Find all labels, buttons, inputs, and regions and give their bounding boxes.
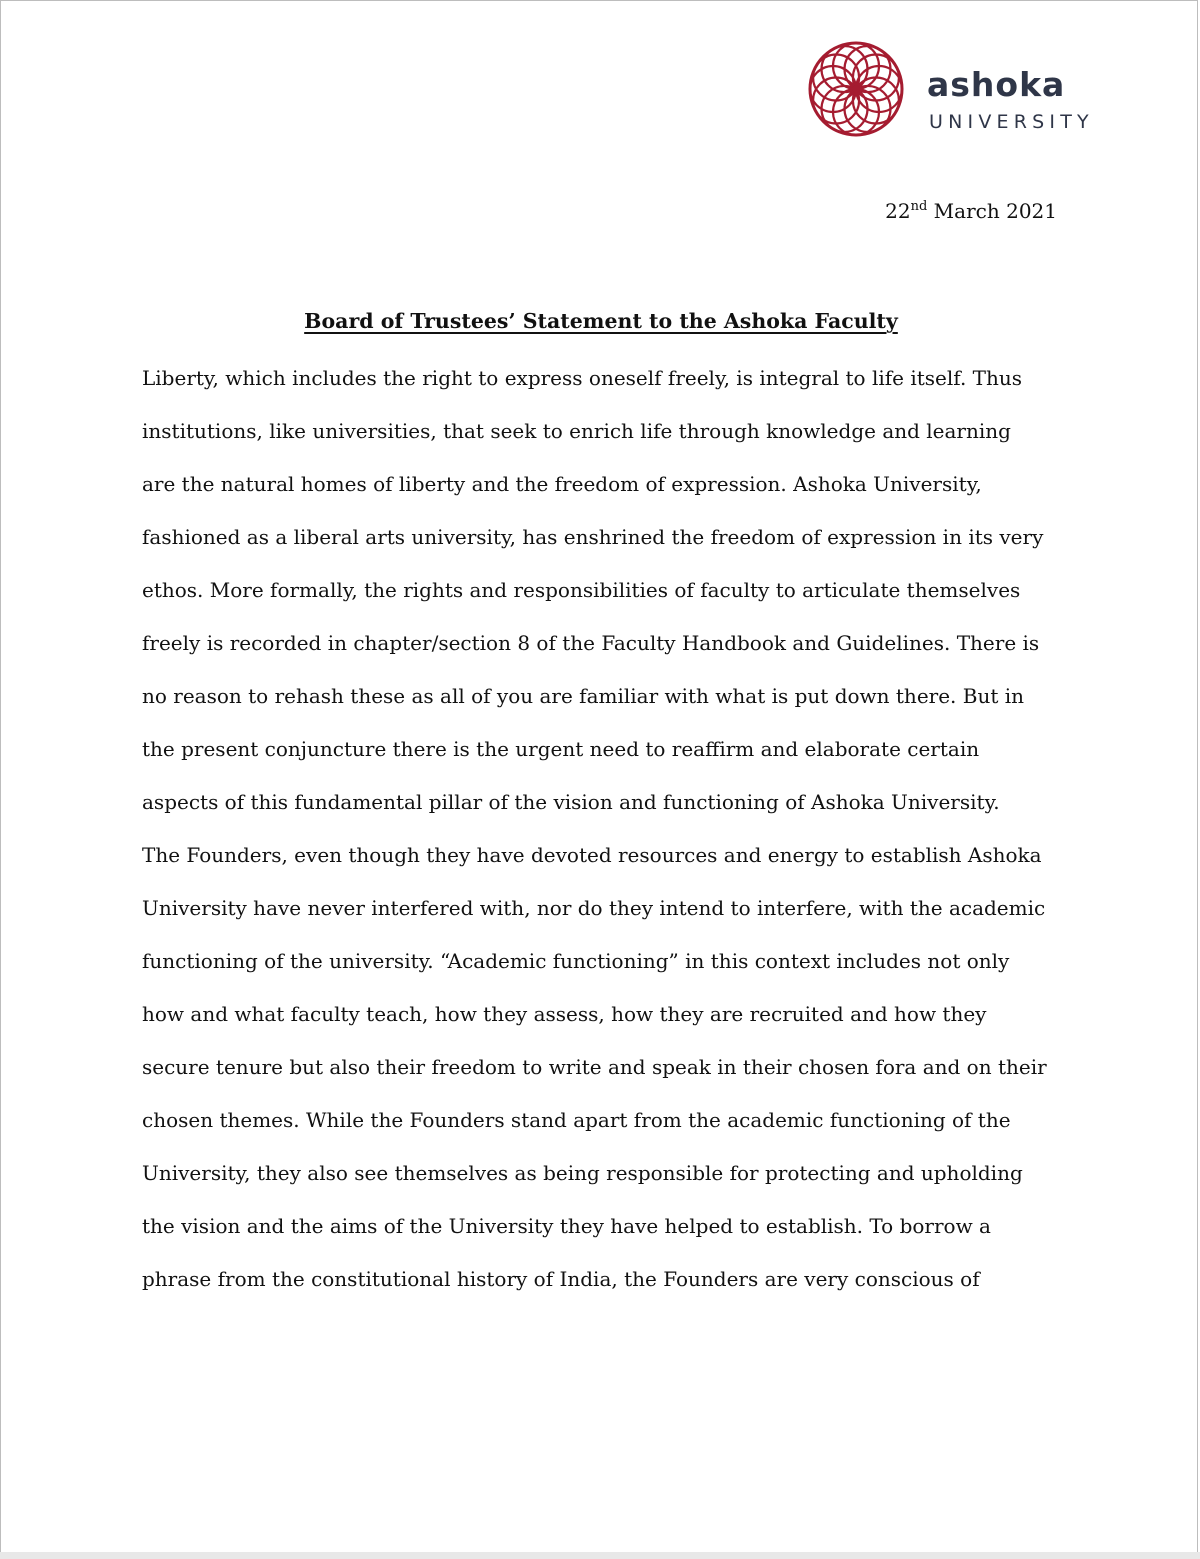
logo-subtitle: UNIVERSITY [929,111,1094,133]
body-line: functioning of the university. “Academic functioning” in this context includes not only [142,949,1010,973]
statement-body [142,360,1082,1314]
body-line: are the natural homes of liberty and the freedom of expression. Ashoka University, [142,472,982,496]
body-line: institutions, like universities, that seek to enrich life through knowledge and learning [142,419,1011,443]
ashoka-university-logo [806,39,1126,139]
date-suffix: nd [910,199,928,214]
body-line: University, they also see themselves as being responsible for protecting and upholding [142,1161,1023,1185]
logo-center [851,84,861,94]
ashoka-logo-mark-icon [806,39,906,139]
body-line: The Founders, even though they have devoted resources and energy to establish Ashoka [142,843,1042,867]
body-line: Liberty, which includes the right to express oneself freely, is integral to life itself. Thus [142,366,1023,390]
body-line: chosen themes. While the Founders stand apart from the academic functioning of the [142,1108,1011,1132]
page-bottom-edge [0,1552,1200,1559]
body-line: how and what faculty teach, how they assess, how they are recruited and how they [142,1002,987,1026]
body-line: phrase from the constitutional history of India, the Founders are very conscious of [142,1267,980,1291]
body-line: fashioned as a liberal arts university, has enshrined the freedom of expression in its very [142,525,1044,549]
body-line: secure tenure but also their freedom to write and speak in their chosen fora and on their [142,1055,1047,1079]
statement-title: Board of Trustees’ Statement to the Ashoka Faculty [304,309,898,333]
body-line: freely is recorded in chapter/section 8 of the Faculty Handbook and Guidelines. There is [142,631,1040,655]
body-line: ethos. More formally, the rights and responsibilities of faculty to articulate themselves [142,578,1021,602]
date-month-year: March 2021 [927,199,1057,223]
date-day: 22 [885,199,911,223]
body-line: University have never interfered with, nor do they intend to interfere, with the academic [142,896,1046,920]
body-line: aspects of this fundamental pillar of the vision and functioning of Ashoka University. [142,790,1000,814]
body-line: the vision and the aims of the University they have helped to establish. To borrow a [142,1214,991,1238]
letter-date [885,199,1057,223]
body-line: no reason to rehash these as all of you are familiar with what is put down there. But in [142,684,1025,708]
body-line: the present conjuncture there is the urgent need to reaffirm and elaborate certain [142,737,980,761]
logo-wordmark: ashoka [927,65,1066,104]
